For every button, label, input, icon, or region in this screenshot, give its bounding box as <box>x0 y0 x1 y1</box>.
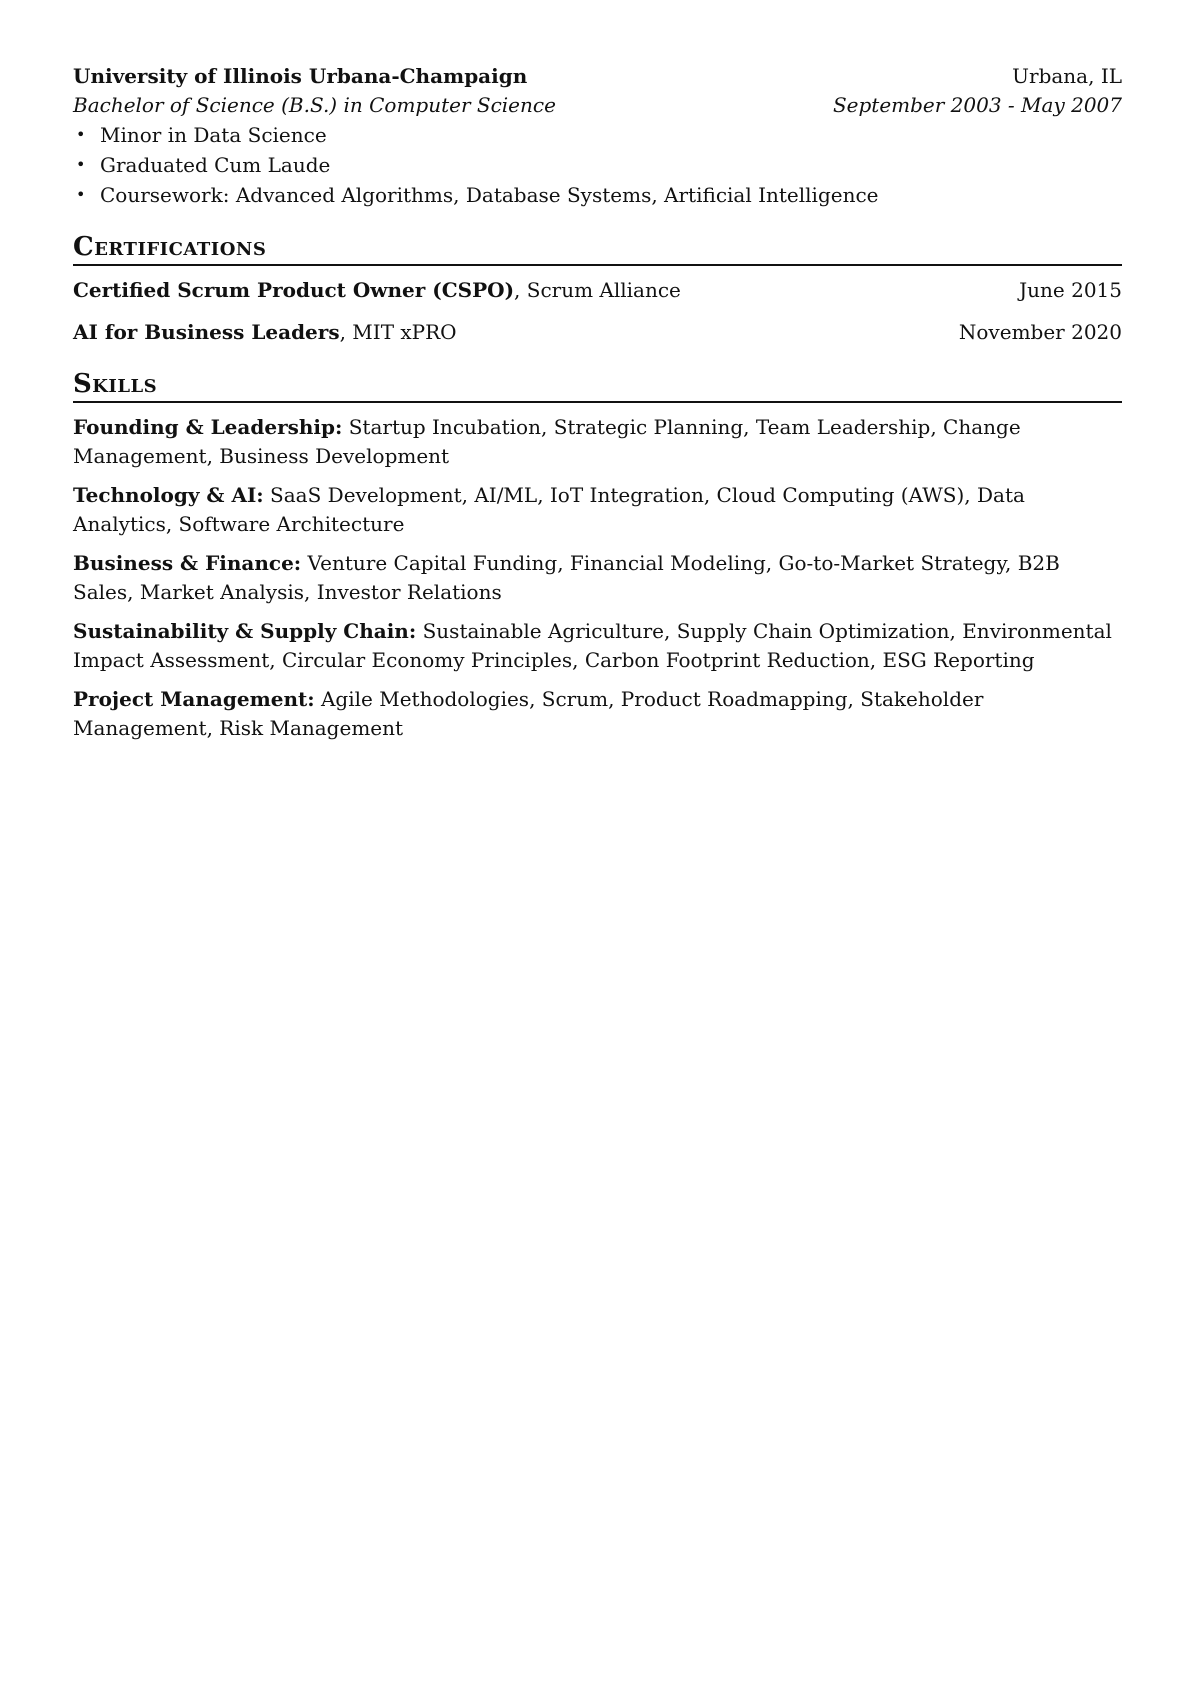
skill-group-text: Sustainable Agriculture, Supply Chain Optimization, Environmental Impact Assessment, Circular Economy Principles, Carbon Footprint Reduction, ESG Reporting <box>73 619 1112 672</box>
resume-page <box>73 62 1122 743</box>
skill-group-text: Agile Methodologies, Scrum, Product Roadmapping, Stakeholder Management, Risk Management <box>73 687 984 740</box>
list-item: • Coursework: Advanced Algorithms, Database Systems, Artificial Intelligence <box>73 180 1122 210</box>
list-item: • Graduated Cum Laude <box>73 150 1122 180</box>
skill-group-text: Startup Incubation, Strategic Planning, Team Leadership, Change Management, Business Development <box>73 415 1021 468</box>
skill-group <box>73 481 1122 539</box>
bullet-icon: • <box>76 125 86 144</box>
certification-issuer: , MIT xPRO <box>339 320 457 344</box>
education-degree-row <box>73 91 1122 120</box>
education-header-row <box>73 62 1122 91</box>
school-name: University of Illinois Urbana-Champaign <box>73 64 528 88</box>
certification-date: November 2020 <box>958 320 1122 344</box>
certifications-heading: Certifications <box>73 232 1122 266</box>
bullet-icon: • <box>76 155 86 174</box>
skill-group <box>73 617 1122 675</box>
skill-group <box>73 413 1122 471</box>
certification-name: AI for Business Leaders <box>73 320 340 344</box>
certification-row <box>73 276 1122 305</box>
skill-group-label: Sustainability & Supply Chain: <box>73 619 417 643</box>
skill-group-label: Founding & Leadership: <box>73 415 343 439</box>
education-entry <box>73 62 1122 210</box>
skill-group-text: SaaS Development, AI/ML, IoT Integration, Cloud Computing (AWS), Data Analytics, Software Architecture <box>73 483 1025 536</box>
bullet-icon: • <box>76 185 86 204</box>
education-bullet-list <box>73 120 1122 210</box>
skill-group-label: Technology & AI: <box>73 483 264 507</box>
list-item: • Minor in Data Science <box>73 120 1122 150</box>
degree: Bachelor of Science (B.S.) in Computer Science <box>73 93 556 117</box>
skills-heading: Skills <box>73 369 1122 403</box>
certification-date: June 2015 <box>1019 278 1122 302</box>
certification-issuer: , Scrum Alliance <box>514 278 681 302</box>
skill-group <box>73 549 1122 607</box>
education-dates: September 2003 - May 2007 <box>832 93 1122 117</box>
skill-group <box>73 685 1122 743</box>
skill-group-label: Business & Finance: <box>73 551 302 575</box>
skill-group-text: Venture Capital Funding, Financial Modeling, Go-to-Market Strategy, B2B Sales, Market Analysis, Investor Relations <box>73 551 1060 604</box>
skill-group-label: Project Management: <box>73 687 315 711</box>
certification-name: Certified Scrum Product Owner (CSPO) <box>73 278 515 302</box>
certification-row <box>73 318 1122 347</box>
school-location: Urbana, IL <box>1012 64 1122 88</box>
